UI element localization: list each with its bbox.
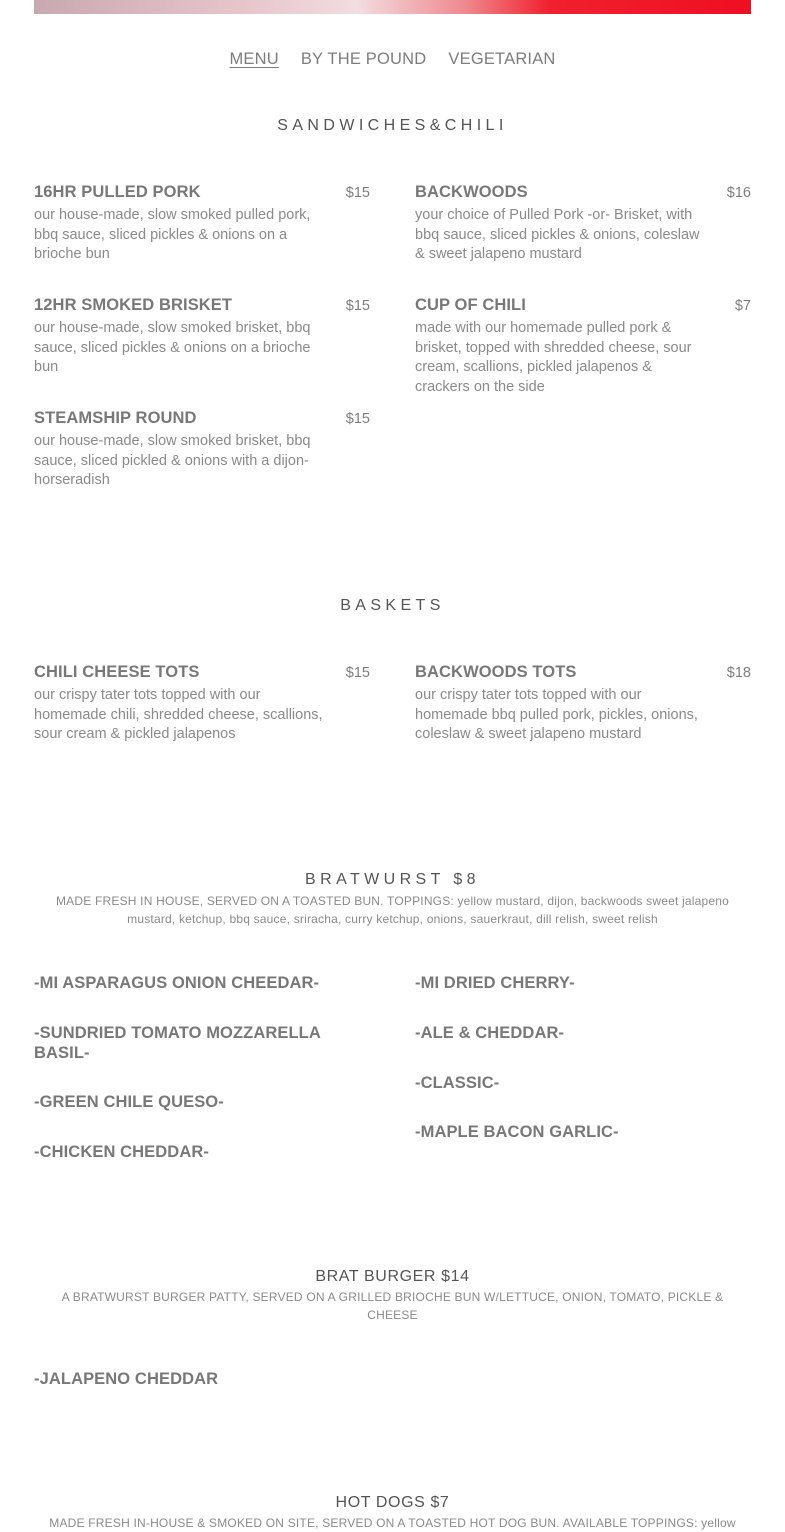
- item-name: STEAMSHIP ROUND: [34, 409, 197, 427]
- item-price: $15: [345, 298, 370, 314]
- brat-option: -SUNDRIED TOMATO MOZZARELLA BASIL-: [34, 1024, 321, 1062]
- item-name: BACKWOODS: [415, 183, 528, 201]
- section-title-hot-dogs: HOT DOGS $7: [335, 1494, 450, 1511]
- menu-item-steamship-round: [34, 407, 370, 491]
- section-subtitle-brat-burger: A BRATWURST BURGER PATTY, SERVED ON A GRILLED BRIOCHE BUN W/LETTUCE, ONION, TOMATO, PICKLE & CHEESE: [61, 1290, 724, 1322]
- section-title-sandwiches: SANDWICHES&CHILI: [277, 117, 508, 134]
- item-price: $15: [345, 185, 370, 201]
- item-name: CHILI CHEESE TOTS: [34, 663, 200, 681]
- menu-item-cup-of-chili: [415, 294, 751, 397]
- nav-menu[interactable]: MENU: [229, 50, 279, 68]
- menu-item-pulled-pork: [34, 181, 370, 265]
- brat-option: -CHICKEN CHEDDAR-: [34, 1143, 209, 1161]
- item-description: our crispy tater tots topped with our homemade chili, shredded cheese, scallions, sour cream & pickled jalapenos: [34, 687, 323, 742]
- item-description: our house-made, slow smoked brisket, bbq sauce, sliced pickled & onions with a dijon-horseradish: [34, 433, 311, 488]
- item-description: our house-made, slow smoked brisket, bbq sauce, sliced pickles & onions on a brioche bun: [34, 320, 311, 375]
- item-description: made with our homemade pulled pork & brisket, topped with shredded cheese, sour cream, scallions, pickled jalapenos & crackers on the side: [415, 320, 692, 395]
- menu-item-backwoods-tots: [415, 661, 751, 745]
- item-price: $15: [345, 411, 370, 427]
- item-price: $7: [734, 298, 751, 314]
- item-name: BACKWOODS TOTS: [415, 663, 577, 681]
- nav-by-the-pound[interactable]: BY THE POUND: [300, 50, 427, 68]
- section-title-brat-burger: BRAT BURGER $14: [315, 1268, 470, 1285]
- item-description: our house-made, slow smoked pulled pork, bbq sauce, sliced pickles & onions on a brioche bun: [34, 207, 311, 262]
- item-name: CUP OF CHILI: [415, 296, 526, 314]
- item-price: $18: [726, 665, 751, 681]
- section-title-baskets: BASKETS: [340, 597, 445, 614]
- brat-option: -GREEN CHILE QUESO-: [34, 1093, 224, 1111]
- section-subtitle-bratwurst: MADE FRESH IN HOUSE, SERVED ON A TOASTED BUN. TOPPINGS: yellow mustard, dijon, backwoods sweet jalapeno mustard, ketchup, bbq sauce, sriracha, curry ketchup, onions, sauerkraut, dill relish, sweet relish: [55, 894, 730, 926]
- item-description: your choice of Pulled Pork -or- Brisket, with bbq sauce, sliced pickles & onions, coleslaw & sweet jalapeno mustard: [415, 207, 700, 262]
- menu-item-chili-cheese-tots: [34, 661, 370, 745]
- section-title-bratwurst: BRATWURST $8: [305, 871, 480, 888]
- item-price: $15: [345, 665, 370, 681]
- brat-option: -ALE & CHEDDAR-: [415, 1024, 565, 1042]
- item-description: our crispy tater tots topped with our homemade bbq pulled pork, pickles, onions, coleslaw & sweet jalapeno mustard: [415, 687, 698, 742]
- menu-item-smoked-brisket: [34, 294, 370, 378]
- item-name: 16HR PULLED PORK: [34, 183, 201, 201]
- nav-vegetarian[interactable]: VEGETARIAN: [448, 50, 556, 68]
- menu-nav: [0, 48, 785, 70]
- hero-image-strip: [34, 0, 751, 14]
- menu-item-backwoods: [415, 181, 751, 265]
- brat-option: -MAPLE BACON GARLIC-: [415, 1123, 619, 1141]
- brat-option: -MI DRIED CHERRY-: [415, 974, 575, 992]
- brat-option: -CLASSIC-: [415, 1074, 500, 1092]
- item-price: $16: [726, 185, 751, 201]
- brat-option: -MI ASPARAGUS ONION CHEEDAR-: [34, 974, 320, 992]
- brat-burger-option: -JALAPENO CHEDDAR: [34, 1370, 219, 1388]
- section-subtitle-hot-dogs: MADE FRESH IN-HOUSE & SMOKED ON SITE, SERVED ON A TOASTED HOT DOG BUN. AVAILABLE TOPPINGS: yellow: [49, 1516, 736, 1530]
- item-name: 12HR SMOKED BRISKET: [34, 296, 233, 314]
